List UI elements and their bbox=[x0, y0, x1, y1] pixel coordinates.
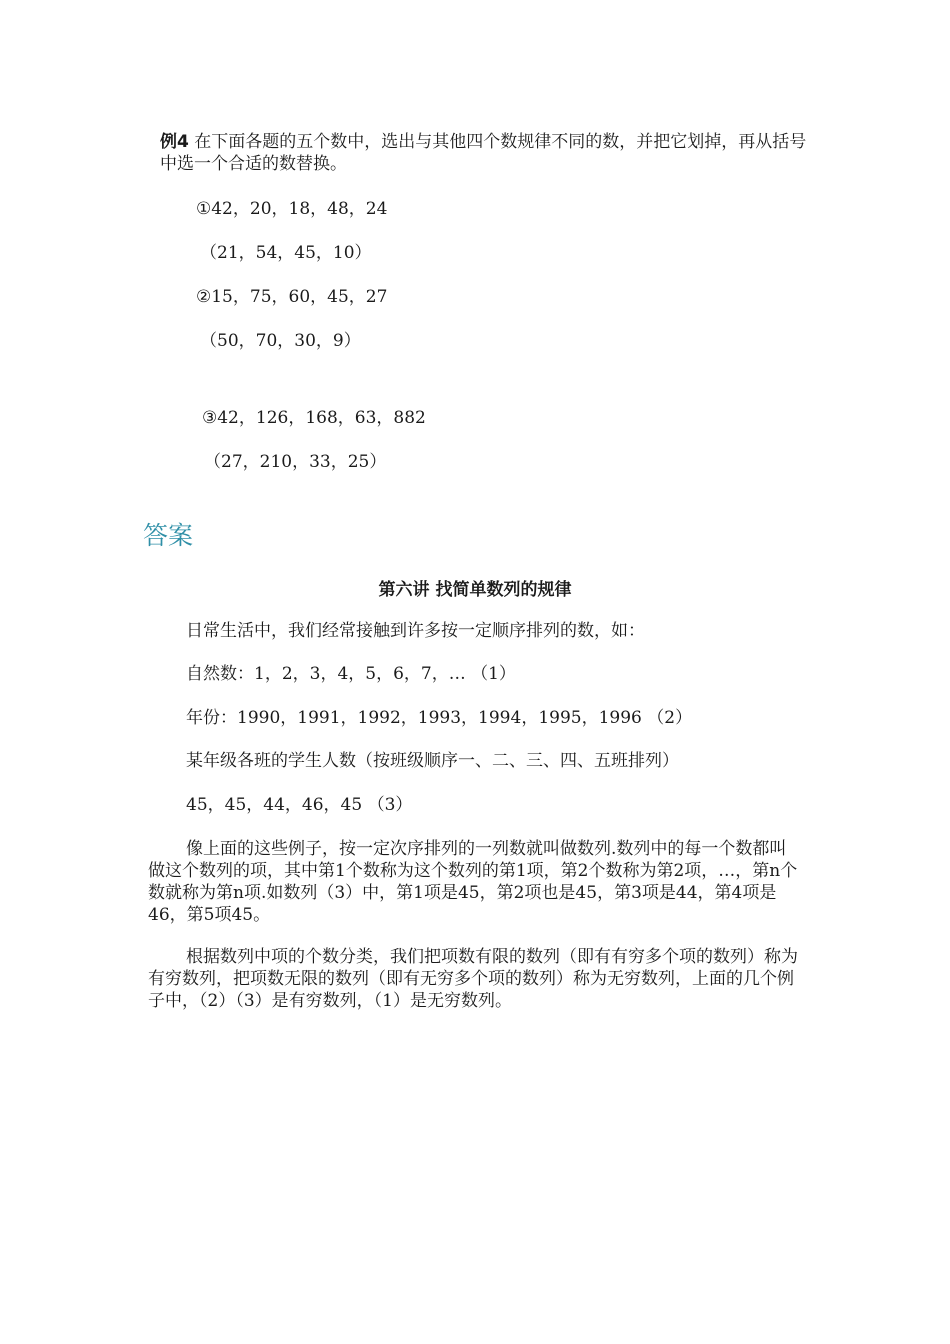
lecture-title: 第六讲 找简单数列的规律 bbox=[378, 580, 572, 600]
example-class-sizes-label: 某年级各班的学生人数（按班级顺序一、二、三、四、五班排列） bbox=[186, 751, 679, 771]
example-natural-numbers: 自然数：1，2，3，4，5，6，7，… （1） bbox=[186, 664, 516, 684]
answer-heading: 答案 bbox=[143, 521, 194, 550]
problem-2-options: （50，70，30，9） bbox=[200, 331, 361, 351]
problem-1-options: （21，54，45，10） bbox=[200, 243, 372, 263]
example-class-sizes-values: 45，45，44，46，45 （3） bbox=[186, 795, 413, 815]
problem-3-sequence: ③42，126，168，63，882 bbox=[202, 408, 426, 428]
paragraph-sequence-definition: 像上面的这些例子，按一定次序排列的一列数就叫做数列.数列中的每一个数都叫做这个数列的项，其中第1个数称为这个数列的第1项，第2个数称为第2项，…，第n个数就称为第n项.如数列（3）中，第1项是45，第2项也是45，第3项是44，第4项是46，第5项45。 bbox=[148, 839, 798, 925]
paragraph-finite-infinite: 根据数列中项的个数分类，我们把项数有限的数列（即有有穷多个项的数列）称为有穷数列，把项数无限的数列（即有无穷多个项的数列）称为无穷数列，上面的几个例子中，（2）（3）是有穷数列，（1）是无穷数列。 bbox=[148, 947, 798, 1011]
problem-3-options: （27，210，33，25） bbox=[204, 452, 387, 472]
problem-1-sequence: ①42，20，18，48，24 bbox=[196, 199, 388, 219]
lecture-intro: 日常生活中，我们经常接触到许多按一定顺序排列的数，如： bbox=[186, 621, 645, 641]
example-years: 年份：1990，1991，1992，1993，1994，1995，1996 （2） bbox=[186, 708, 693, 728]
problem-2-sequence: ②15，75，60，45，27 bbox=[196, 287, 388, 307]
example-label: 例4 bbox=[160, 132, 189, 152]
example-instruction: 在下面各题的五个数中，选出与其他四个数规律不同的数，并把它划掉，再从括号中选一个合适的数替换。 bbox=[160, 132, 807, 174]
example-heading bbox=[160, 131, 810, 175]
